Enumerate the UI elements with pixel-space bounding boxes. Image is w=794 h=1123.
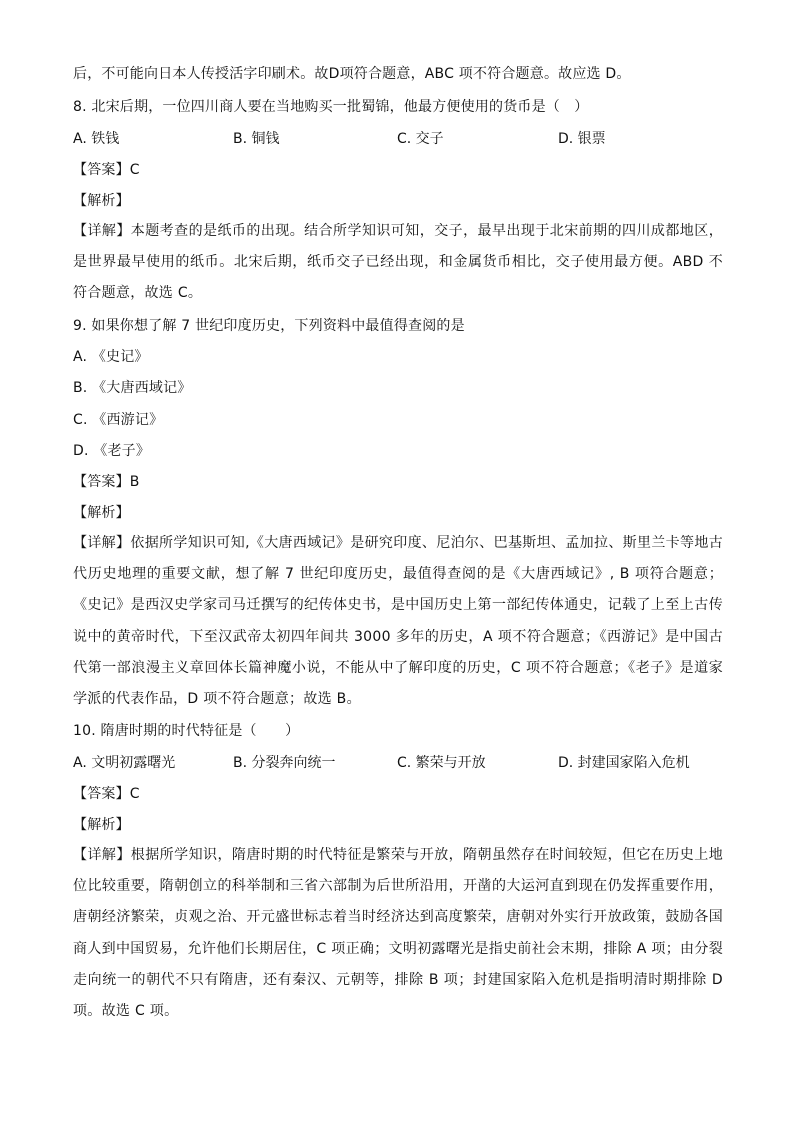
question-9-analysis-label: 【解析】 xyxy=(73,505,130,521)
question-10-option-d: D. 封建国家陷入危机 xyxy=(558,755,690,771)
question-8-option-c: C. 交子 xyxy=(397,131,444,147)
question-8-answer: 【答案】C xyxy=(73,162,140,178)
question-9-stem: 9. 如果你想了解 7 世纪印度历史，下列资料中最值得查阅的是 xyxy=(73,318,465,334)
question-10-option-b: B. 分裂奔向统一 xyxy=(233,755,336,771)
question-8-stem: 8. 北宋后期，一位四川商人要在当地购买一批蜀锦，他最方便使用的货币是（ ） xyxy=(73,99,589,115)
question-9-option-a: A. 《史记》 xyxy=(73,349,149,365)
question-10-stem: 10. 隋唐时期的时代特征是（ ） xyxy=(73,723,300,739)
question-8-analysis-label: 【解析】 xyxy=(73,193,130,209)
question-8-option-b: B. 铜钱 xyxy=(233,131,280,147)
question-10-detail: 【详解】根据所学知识，隋唐时期的时代特征是繁荣与开放，隋朝虽然存在时间较短，但它在历史上地位比较重要，隋朝创立的科举制和三省六部制为后世所沿用，开凿的大运河直到现在仍发挥重要作用，唐朝经济繁荣，贞观之治、开元盛世标志着当时经济达到高度繁荣，唐朝对外实行开放政策，鼓励各国商人到中国贸易，允许他们长期居住，C 项正确；文明初露曙光是指史前社会末期，排除 A 项；由分裂走向统一的朝代不只有隋唐，还有秦汉、元朝等，排除 B 项；封建国家陷入危机是指明清时期排除 D 项。故选 C 项。 xyxy=(73,847,723,1020)
question-10-option-a: A. 文明初露曙光 xyxy=(73,755,176,771)
question-9-option-b: B. 《大唐西域记》 xyxy=(73,380,192,396)
question-8-detail: 【详解】本题考查的是纸币的出现。结合所学知识可知，交子，最早出现于北宋前期的四川成都地区，是世界最早使用的纸币。北宋后期，纸币交子已经出现，和金属货币相比，交子使用最方便。ABD 不符合题意，故选 C。 xyxy=(73,223,723,302)
question-9-option-d: D. 《老子》 xyxy=(73,443,151,459)
question-9-answer: 【答案】B xyxy=(73,474,140,490)
question-9-option-c: C. 《西游记》 xyxy=(73,412,164,428)
question-10-analysis-label: 【解析】 xyxy=(73,817,130,833)
question-9-detail: 【详解】依据所学知识可知,《大唐西域记》是研究印度、尼泊尔、巴基斯坦、孟加拉、斯里兰卡等地古代历史地理的重要文献，想了解 7 世纪印度历史，最值得查阅的是《大唐西域记》, B 项符合题意；《史记》是西汉史学家司马迁撰写的纪传体史书，是中国历史上第一部纪传体通史，记载了上至上古传说中的黄帝时代，下至汉武帝太初四年间共 3000 多年的历史，A 项不符合题意；《西游记》是中国古代第一部浪漫主义章回体长篇神魔小说，不能从中了解印度的历史，C 项不符合题意；《老子》是道家学派的代表作品，D 项不符合题意；故选 B。 xyxy=(73,535,723,708)
question-10-option-c: C. 繁荣与开放 xyxy=(397,755,486,771)
question-10-answer: 【答案】C xyxy=(73,786,140,802)
previous-answer-tail: 后，不可能向日本人传授活字印刷术。故D项符合题意，ABC 项不符合题意。故应选 D。 xyxy=(73,66,631,82)
question-8-option-a: A. 铁钱 xyxy=(73,131,120,147)
question-8-option-d: D. 银票 xyxy=(558,131,606,147)
